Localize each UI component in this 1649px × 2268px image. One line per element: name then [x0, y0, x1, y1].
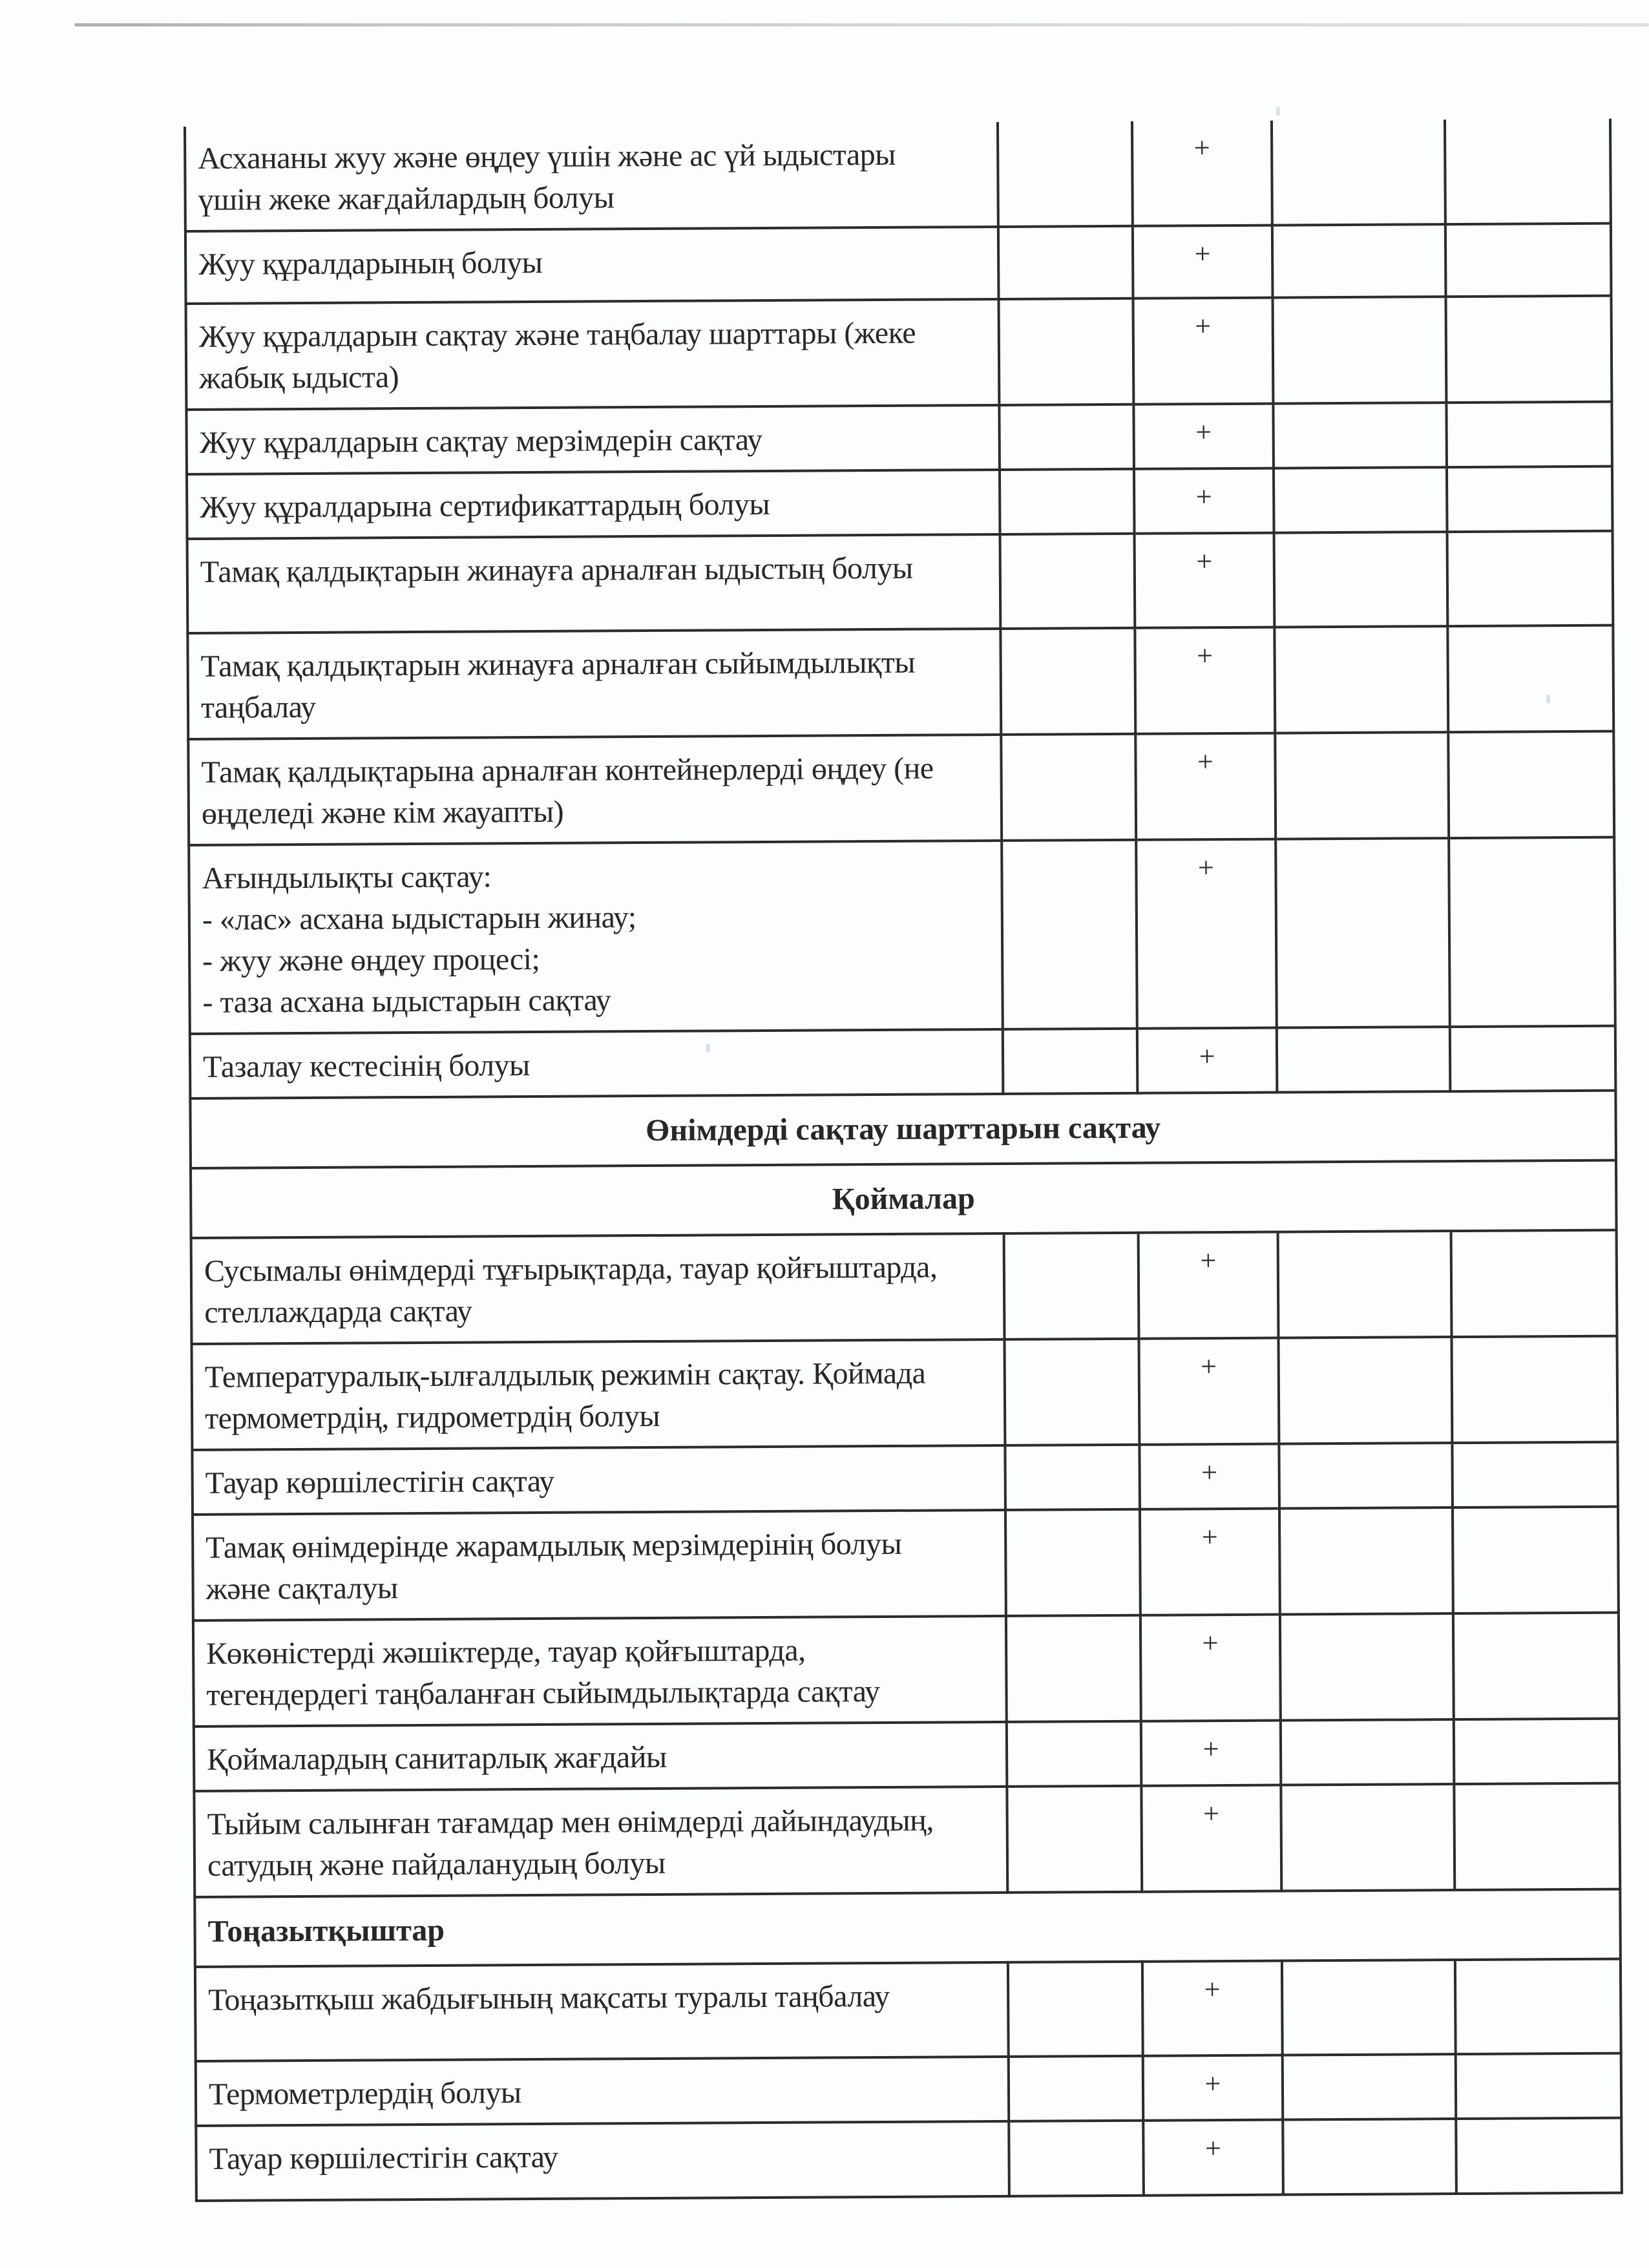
section-title: Өнімдерді сақтау шарттарын сақтау [646, 1110, 1161, 1148]
empty-mark [1276, 627, 1446, 637]
description-line: өңделеді және кім жауапты) [201, 794, 564, 831]
table-row [194, 1719, 1620, 1791]
empty-mark [1450, 839, 1613, 848]
mark-cell[interactable] [1448, 731, 1614, 838]
plus-mark: + [1195, 416, 1212, 448]
description-line: сатудың және пайдаланудың болуы [207, 1845, 666, 1883]
mark-cell[interactable] [1140, 1509, 1280, 1615]
mark-cell[interactable] [1445, 296, 1612, 403]
mark-cell[interactable] [1135, 533, 1275, 628]
mark-cell[interactable] [1273, 403, 1447, 468]
empty-mark [1449, 532, 1612, 542]
description-line: стеллаждарда сақтау [204, 1294, 472, 1330]
mark-cell[interactable] [1445, 119, 1611, 224]
empty-mark [1447, 225, 1610, 235]
empty-mark [1278, 1028, 1449, 1038]
mark-cell[interactable] [1133, 404, 1274, 469]
mark-cell[interactable] [1447, 531, 1613, 626]
empty-mark [1447, 297, 1610, 307]
empty-mark [1446, 119, 1609, 129]
mark-cell[interactable] [1133, 226, 1273, 299]
item-description [193, 1235, 1003, 1343]
plus-mark: + [1197, 746, 1214, 778]
item-description [197, 2123, 1008, 2189]
description-line: Сусымалы өнімдерді тұғырықтарда, тауар қойғыштарда, [204, 1250, 938, 1288]
empty-mark [1000, 227, 1131, 237]
description-line: Температуралық-ылғалдылық режимін сақтау. Қоймада [204, 1356, 926, 1394]
item-description-cell [189, 841, 1003, 1034]
plus-mark: + [1196, 545, 1213, 578]
mark-cell[interactable] [1453, 1613, 1619, 1719]
mark-cell[interactable] [998, 226, 1133, 299]
item-description [193, 1447, 1004, 1513]
section-header-cell [190, 1091, 1616, 1168]
item-description [187, 300, 998, 408]
plus-mark: + [1197, 852, 1214, 884]
mark-cell[interactable] [1274, 626, 1448, 733]
description-line: және сақталуы [205, 1571, 398, 1606]
table-row [188, 731, 1614, 845]
mark-cell[interactable] [1456, 2053, 1622, 2119]
empty-mark [1449, 627, 1612, 636]
plus-mark: + [1199, 1040, 1215, 1073]
description-line: Жуу құралдарының болуы [198, 245, 543, 282]
mark-cell[interactable] [1140, 1615, 1281, 1721]
mark-cell[interactable] [1447, 467, 1613, 532]
plus-mark: + [1201, 1456, 1218, 1489]
table-row [195, 1959, 1621, 2061]
empty-mark [1281, 1615, 1452, 1624]
empty-mark [1002, 735, 1134, 745]
mark-cell[interactable] [999, 299, 1134, 405]
item-description [189, 630, 1000, 738]
empty-mark [1006, 1340, 1138, 1350]
table-row [193, 1613, 1619, 1727]
mark-cell[interactable] [1451, 1336, 1617, 1443]
item-description-cell [191, 1234, 1005, 1344]
empty-mark [1284, 2120, 1455, 2130]
mark-cell[interactable] [998, 121, 1133, 227]
item-description-cell [195, 1962, 1009, 2061]
mark-cell[interactable] [1143, 2120, 1283, 2196]
description-line: Тамақ өнімдерінде жарамдылық мерзімдерінің болуы [205, 1526, 902, 1565]
mark-cell[interactable] [1005, 1509, 1140, 1616]
plus-mark: + [1200, 1244, 1217, 1277]
mark-cell[interactable] [1142, 1961, 1283, 2056]
inspection-checklist-table [184, 119, 1623, 2202]
description-line: Тауар көршілестігін сақтау [205, 1464, 554, 1500]
mark-cell[interactable] [1004, 1233, 1139, 1339]
mark-cell[interactable] [1001, 734, 1136, 841]
description-line: Термометрлердің болуы [208, 2075, 521, 2112]
empty-mark [1280, 1444, 1451, 1454]
mark-cell[interactable] [1272, 224, 1446, 297]
table-row [189, 837, 1615, 1034]
item-description [190, 842, 1002, 1033]
description-line: таңбалау [200, 689, 316, 725]
mark-cell[interactable] [1143, 2055, 1283, 2121]
description-line: - таза асхана ыдыстарын сақтау [202, 983, 611, 1020]
empty-mark [1453, 1232, 1615, 1241]
item-description [189, 736, 1000, 844]
table-row [187, 467, 1613, 539]
subsection-title: Тоңазытқыштар [207, 1913, 445, 1949]
item-description-cell [193, 1510, 1006, 1621]
subsection-header-cell [191, 1160, 1617, 1238]
mark-cell[interactable] [1005, 1339, 1140, 1445]
item-description-cell [187, 629, 1001, 739]
item-description-cell [194, 1722, 1007, 1791]
empty-mark [1001, 470, 1133, 480]
item-description-cell [196, 2121, 1009, 2201]
document-page [184, 119, 1621, 2202]
description-line: үшін жеке жағдайлардың болуы [198, 180, 614, 217]
mark-cell[interactable] [1007, 1721, 1142, 1787]
empty-mark [1004, 1030, 1136, 1040]
mark-cell[interactable] [1279, 1443, 1453, 1508]
plus-mark: + [1204, 2068, 1221, 2100]
mark-cell[interactable] [1000, 628, 1135, 735]
table-body [185, 119, 1622, 2201]
mark-cell[interactable] [1278, 1231, 1452, 1338]
mark-cell[interactable] [1454, 1719, 1620, 1784]
empty-mark [1282, 1721, 1453, 1730]
empty-mark [1276, 533, 1446, 543]
empty-mark [1003, 841, 1135, 851]
description-line: Тамақ қалдықтарына арналған контейнерлерді өңдеу (не [201, 751, 934, 790]
subsection-header-cell [194, 1889, 1621, 1967]
table-row [196, 2053, 1622, 2126]
mark-cell[interactable] [1000, 534, 1135, 629]
mark-cell[interactable] [1446, 402, 1612, 467]
mark-cell[interactable] [1136, 839, 1277, 1029]
plus-mark: + [1202, 1627, 1219, 1659]
item-description-cell [192, 1339, 1005, 1450]
description-line: Тазалау кестесінің болуы [202, 1048, 530, 1084]
item-description [194, 1511, 1005, 1619]
empty-mark [1276, 733, 1447, 743]
mark-cell[interactable] [1456, 2118, 1622, 2194]
mark-cell[interactable] [1135, 627, 1275, 734]
empty-mark [1447, 403, 1610, 413]
item-description [188, 471, 999, 538]
mark-cell[interactable] [1453, 1507, 1619, 1613]
mark-cell[interactable] [1277, 1027, 1451, 1092]
plus-mark: + [1195, 481, 1212, 513]
description-line: Тауар көршілестігін сақтау [209, 2139, 558, 2176]
mark-cell[interactable] [1006, 1615, 1141, 1722]
item-description [195, 1788, 1006, 1896]
subsection-header-row [194, 1889, 1621, 1967]
empty-mark [1002, 629, 1133, 639]
empty-mark [1282, 1785, 1453, 1795]
subsection-header-row [191, 1160, 1617, 1238]
description-line: Тыйым салынған тағамдар мен өнімдерді дайындаудың, [207, 1803, 934, 1842]
description-line: Тамақ қалдықтарын жинауға арналған сыйымдылықты [200, 645, 916, 684]
empty-mark [1283, 1961, 1454, 1971]
mark-cell[interactable] [1141, 1785, 1281, 1892]
description-line: - жуу және өңдеу процесі; [202, 941, 540, 978]
table-row [187, 531, 1613, 633]
item-description [195, 1723, 1006, 1790]
description-line: - «лас» асхана ыдыстарын жинау; [202, 900, 636, 937]
empty-mark [1005, 1234, 1137, 1244]
mark-cell[interactable] [1272, 120, 1445, 225]
mark-cell[interactable] [1280, 1613, 1454, 1720]
table-row [187, 625, 1613, 739]
item-description-cell [188, 735, 1002, 845]
item-description [187, 406, 998, 473]
empty-mark [1453, 1444, 1616, 1453]
mark-cell[interactable] [1283, 2054, 1456, 2119]
item-description [196, 1964, 1007, 2030]
mark-cell[interactable] [1135, 733, 1276, 840]
description-line: Көкөністерді жәшіктерде, тауар қойғыштарда, [206, 1633, 806, 1671]
item-description-cell [193, 1616, 1007, 1727]
empty-mark [1455, 1720, 1618, 1730]
mark-cell[interactable] [1454, 1783, 1620, 1890]
mark-cell[interactable] [1139, 1232, 1279, 1339]
mark-cell[interactable] [1009, 2121, 1144, 2196]
mark-cell[interactable] [1281, 1719, 1455, 1785]
empty-mark [1010, 2057, 1142, 2067]
mark-cell[interactable] [1455, 1959, 1621, 2054]
empty-mark [1275, 468, 1445, 478]
empty-mark [1455, 1614, 1617, 1624]
mark-cell[interactable] [1275, 732, 1449, 839]
item-description [197, 2058, 1008, 2125]
table-row [185, 119, 1611, 231]
empty-mark [1010, 2122, 1142, 2132]
empty-mark [1002, 535, 1133, 545]
plus-mark: + [1201, 1521, 1218, 1553]
table-row [190, 1026, 1616, 1098]
empty-mark [1281, 1509, 1451, 1518]
description-line: термометрдің, гидрометрдің болуы [205, 1398, 660, 1436]
mark-cell[interactable] [1139, 1338, 1279, 1445]
section-header-row [190, 1091, 1616, 1168]
mark-cell[interactable] [1282, 1960, 1456, 2055]
mark-cell[interactable] [1452, 1442, 1618, 1507]
mark-cell[interactable] [1278, 1337, 1452, 1444]
table-row [186, 402, 1612, 474]
empty-mark [1000, 406, 1132, 415]
mark-cell[interactable] [1274, 467, 1447, 532]
item-description-cell [185, 122, 998, 231]
empty-mark [1455, 1785, 1618, 1794]
mark-cell[interactable] [1445, 224, 1612, 297]
table-row [193, 1507, 1619, 1621]
item-description [194, 1617, 1005, 1725]
empty-mark [1274, 298, 1445, 308]
mark-cell[interactable] [1137, 1028, 1277, 1093]
mark-cell[interactable] [1002, 840, 1137, 1029]
item-description-cell [196, 2057, 1009, 2126]
description-line: жабық ыдыста) [199, 360, 399, 395]
empty-mark [1457, 2119, 1620, 2129]
empty-mark [999, 121, 1131, 131]
description-line: тегендердегі таңбаланған сыйымдылықтарда сақтау [206, 1674, 880, 1712]
mark-cell[interactable] [1273, 297, 1447, 403]
mark-cell[interactable] [1279, 1507, 1453, 1614]
empty-mark [1453, 1338, 1616, 1347]
item-description-cell [185, 227, 999, 304]
table-row [191, 1230, 1617, 1344]
empty-mark [1008, 1723, 1140, 1732]
item-description [191, 1031, 1002, 1097]
mark-cell[interactable] [1132, 121, 1272, 226]
empty-mark [1451, 1027, 1614, 1037]
description-line: Қоймалардың санитарлық жағдайы [206, 1739, 667, 1777]
description-line: Асхананы жуу және өңдеу үшін және ас үй ыдыстары [198, 137, 896, 176]
item-description [187, 228, 998, 295]
empty-mark [1456, 1960, 1619, 1970]
description-line: Жуу құралдарына сертификаттардың болуы [200, 487, 770, 525]
mark-cell[interactable] [1139, 1444, 1279, 1509]
plus-mark: + [1197, 640, 1213, 672]
table-row [192, 1442, 1618, 1515]
table-row [194, 1783, 1620, 1897]
plus-mark: + [1193, 132, 1210, 164]
plus-mark: + [1203, 1733, 1219, 1765]
scan-speck [1276, 107, 1280, 116]
item-description [186, 122, 997, 230]
item-description-cell [194, 1787, 1007, 1897]
plus-mark: + [1204, 2132, 1222, 2165]
item-description [193, 1341, 1004, 1449]
plus-mark: + [1195, 310, 1212, 342]
empty-mark [1279, 1232, 1450, 1242]
empty-mark [1006, 1446, 1138, 1456]
mark-cell[interactable] [999, 404, 1134, 470]
plus-mark: + [1203, 1798, 1220, 1830]
item-description [189, 536, 1000, 602]
mark-cell[interactable] [1449, 837, 1615, 1027]
table-row [192, 1336, 1618, 1450]
mark-cell[interactable] [1000, 469, 1135, 534]
description-line: Тамақ қалдықтарын жинауға арналған ыдыстың болуы [200, 551, 913, 589]
empty-mark [1274, 226, 1444, 235]
plus-mark: + [1204, 1973, 1221, 2006]
table-row [185, 224, 1612, 304]
mark-cell[interactable] [1133, 298, 1274, 404]
empty-mark [1007, 1511, 1139, 1520]
mark-cell[interactable] [1274, 532, 1448, 627]
mark-cell[interactable] [1447, 625, 1613, 732]
mark-cell[interactable] [1005, 1445, 1140, 1510]
plus-mark: + [1194, 238, 1211, 270]
plus-mark: + [1201, 1350, 1217, 1383]
mark-cell[interactable] [1276, 838, 1450, 1027]
mark-cell[interactable] [1008, 1962, 1143, 2057]
mark-cell[interactable] [1134, 468, 1274, 534]
empty-mark [1274, 404, 1445, 414]
item-description-cell [187, 534, 1001, 633]
item-description-cell [190, 1029, 1003, 1098]
empty-mark [1009, 1963, 1141, 1973]
description-line: Тоңазытқыш жабдығының мақсаты туралы таңбалау [208, 1979, 890, 2017]
mark-cell[interactable] [1281, 1784, 1455, 1891]
item-description-cell [192, 1445, 1005, 1515]
description-line: Жуу құралдарын сақтау мерзімдерін сақтау [199, 423, 762, 460]
empty-mark [1273, 120, 1444, 129]
mark-cell[interactable] [1450, 1026, 1616, 1091]
empty-mark [1008, 1787, 1140, 1797]
empty-mark [1000, 300, 1132, 310]
scan-edge-shadow [74, 23, 1649, 26]
empty-mark [1284, 2055, 1455, 2065]
mark-cell[interactable] [1283, 2119, 1456, 2194]
mark-cell[interactable] [1141, 1721, 1281, 1786]
item-description-cell [187, 470, 1000, 539]
empty-mark [1449, 733, 1612, 742]
mark-cell[interactable] [1007, 1786, 1142, 1893]
table-row [186, 296, 1612, 410]
item-description-cell [186, 405, 1000, 474]
empty-mark [1448, 468, 1611, 478]
empty-mark [1454, 1508, 1617, 1518]
empty-mark [1277, 839, 1447, 849]
mark-cell[interactable] [1009, 2056, 1144, 2121]
description-line: Жуу құралдарын сақтау және таңбалау шарттары (жеке [198, 315, 916, 354]
mark-cell[interactable] [1451, 1230, 1617, 1337]
table-row [196, 2118, 1622, 2201]
description-line: Ағындылықты сақтау: [202, 859, 492, 896]
empty-mark [1457, 2055, 1620, 2064]
subsection-title: Қоймалар [832, 1181, 975, 1217]
mark-cell[interactable] [1003, 1029, 1138, 1094]
empty-mark [1007, 1617, 1139, 1626]
item-description-cell [186, 299, 1000, 410]
empty-mark [1280, 1338, 1451, 1348]
